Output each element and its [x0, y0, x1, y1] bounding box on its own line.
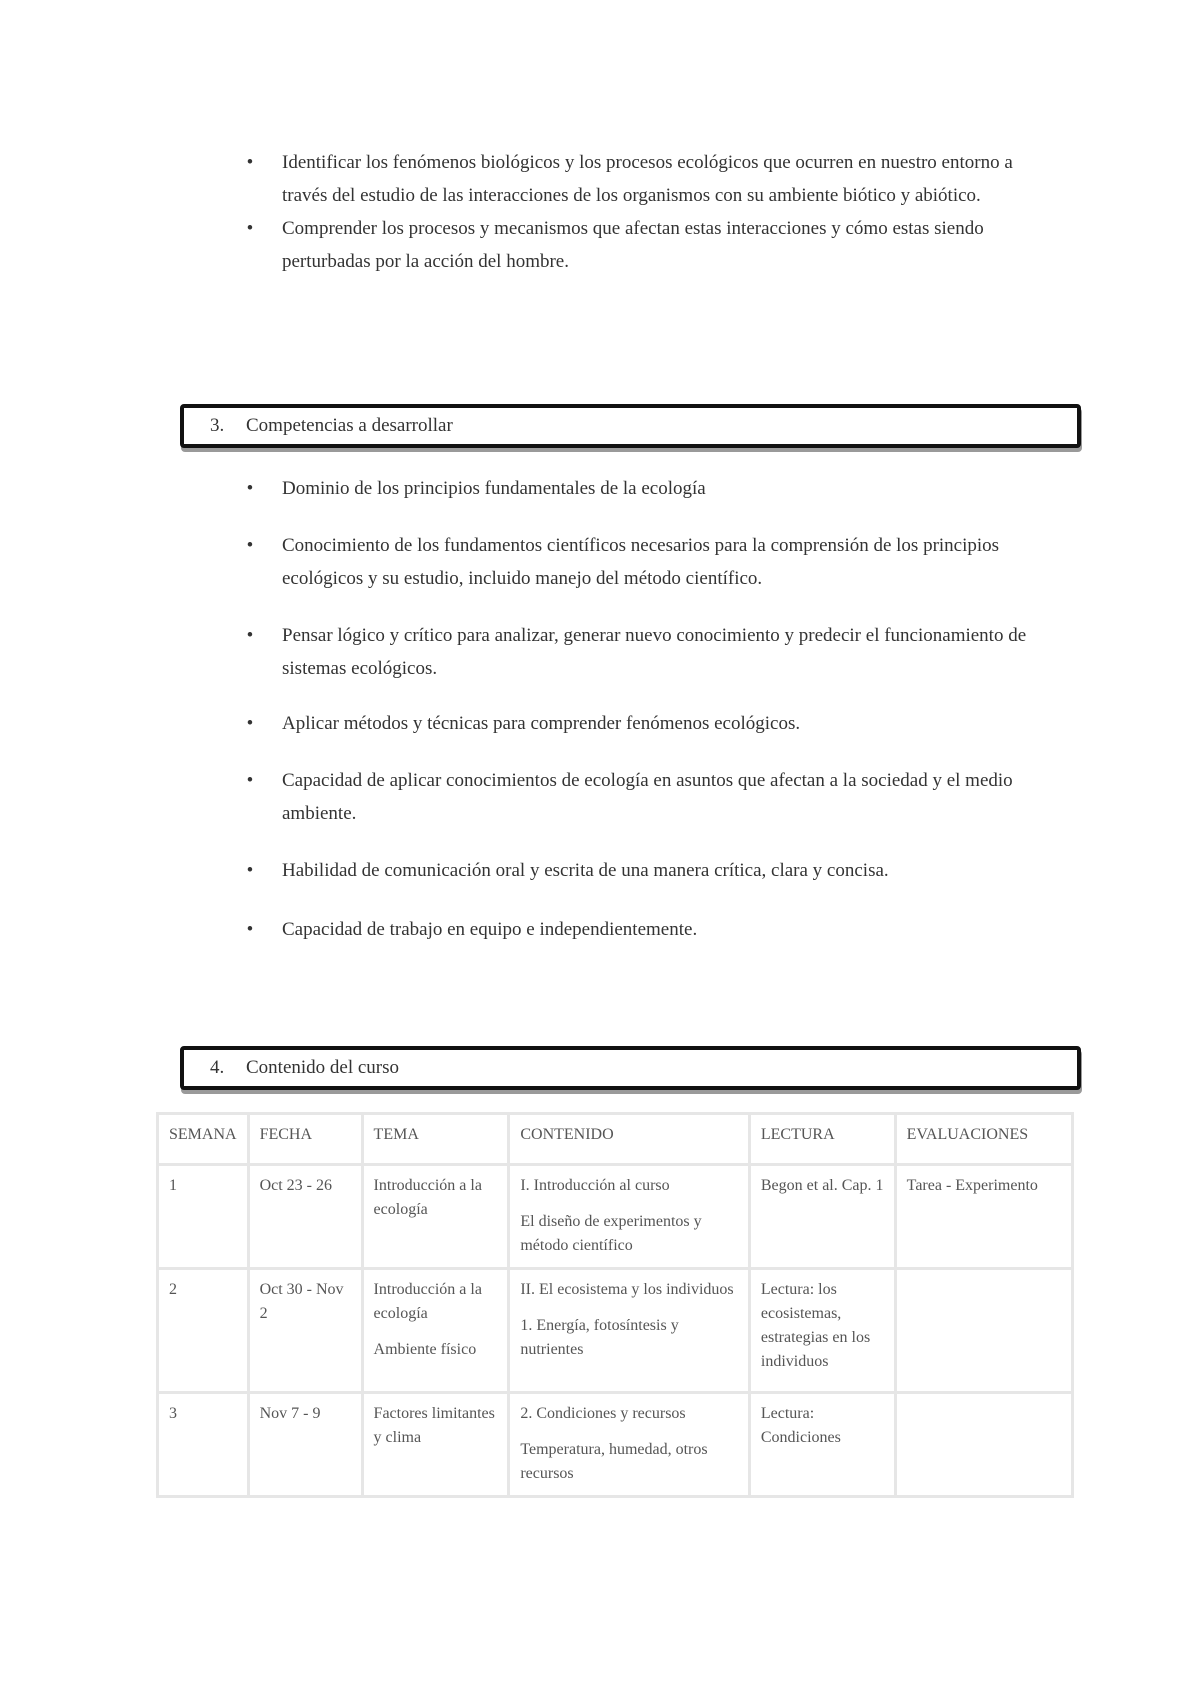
section-number: 4.: [210, 1057, 225, 1078]
bullet-icon: •: [246, 535, 254, 556]
competencia-item: [240, 764, 1030, 830]
competencia-item: [240, 529, 1030, 595]
bullet-icon: •: [246, 218, 254, 239]
competencia-item: [240, 913, 1030, 946]
cell-tema-line: Ambiente físico: [373, 1341, 477, 1358]
cell-semana: 1: [158, 1165, 249, 1269]
cell-evaluaciones: [895, 1269, 1072, 1393]
cell-semana: 2: [158, 1269, 249, 1393]
table-row: [158, 1165, 1073, 1269]
cell-fecha: Oct 30 - Nov 2: [248, 1269, 362, 1393]
cell-tema-line: Introducción a la ecología: [373, 1281, 482, 1322]
competencia-text: Conocimiento de los fundamentos científicos necesarios para la comprensión de los principios ecológicos y su estudio, incluido manejo del método científico.: [282, 535, 1000, 589]
cell-contenido-line: 2. Condiciones y recursos: [520, 1405, 686, 1422]
competencias-list: [240, 472, 1030, 946]
cell-lectura: Lectura: Condiciones: [749, 1393, 895, 1497]
bullet-icon: •: [246, 625, 254, 646]
competencia-text: Pensar lógico y crítico para analizar, generar nuevo conocimiento y predecir el funcionamiento de sistemas ecológicos.: [282, 625, 1027, 679]
column-header-tema: TEMA: [362, 1114, 509, 1165]
cell-contenido-line: El diseño de experimentos y método científico: [520, 1213, 702, 1254]
column-header-lectura: LECTURA: [749, 1114, 895, 1165]
bullet-icon: •: [246, 860, 254, 881]
schedule-table: [156, 1112, 1074, 1498]
cell-contenido-line: 1. Energía, fotosíntesis y nutrientes: [520, 1317, 679, 1358]
cell-contenido-line: Temperatura, humedad, otros recursos: [520, 1441, 708, 1482]
cell-fecha: Oct 23 - 26: [248, 1165, 362, 1269]
cell-evaluaciones: [895, 1393, 1072, 1497]
competencia-text: Aplicar métodos y técnicas para comprender fenómenos ecológicos.: [282, 713, 801, 734]
competencia-item: [240, 619, 1030, 685]
competencia-text: Capacidad de aplicar conocimientos de ecología en asuntos que afectan a la sociedad y el medio ambiente.: [282, 770, 1013, 824]
column-header-evaluaciones: EVALUACIONES: [895, 1114, 1072, 1165]
cell-contenido-line: II. El ecosistema y los individuos: [520, 1281, 734, 1298]
section-title: Contenido del curso: [246, 1057, 400, 1078]
section-header-competencias: [180, 404, 1081, 448]
competencia-item: [240, 854, 1030, 887]
bullet-icon: •: [246, 713, 254, 734]
cell-tema: [362, 1269, 509, 1393]
cell-semana: 3: [158, 1393, 249, 1497]
column-header-semana: SEMANA: [158, 1114, 249, 1165]
table-row: [158, 1269, 1073, 1393]
bullet-icon: •: [246, 478, 254, 499]
cell-tema-line: Factores limitantes y clima: [373, 1405, 495, 1446]
objective-item: [240, 212, 1030, 278]
section-header-contenido: [180, 1046, 1081, 1090]
bullet-icon: •: [246, 919, 254, 940]
competencia-text: Dominio de los principios fundamentales de la ecología: [282, 478, 706, 499]
bullet-icon: •: [246, 770, 254, 791]
column-header-contenido: CONTENIDO: [509, 1114, 750, 1165]
objectives-list: [240, 146, 1030, 278]
competencia-text: Habilidad de comunicación oral y escrita de una manera crítica, clara y concisa.: [282, 860, 889, 881]
section-title: Competencias a desarrollar: [246, 415, 453, 436]
competencia-item: [240, 472, 1030, 505]
table-header-row: [158, 1114, 1073, 1165]
objective-item: [240, 146, 1030, 212]
cell-contenido: [509, 1393, 750, 1497]
objective-text: Identificar los fenómenos biológicos y los procesos ecológicos que ocurren en nuestro entorno a través del estudio de las interacciones de los organismos con su ambiente biótico y abiótico.: [282, 152, 1013, 206]
objective-text: Comprender los procesos y mecanismos que afectan estas interacciones y cómo estas siendo perturbadas por la acción del hombre.: [282, 218, 984, 272]
competencia-item: [240, 707, 1030, 740]
cell-lectura: Lectura: los ecosistemas, estrategias en los individuos: [749, 1269, 895, 1393]
cell-contenido: [509, 1269, 750, 1393]
cell-contenido-line: I. Introducción al curso: [520, 1177, 670, 1194]
cell-fecha: Nov 7 - 9: [248, 1393, 362, 1497]
table-row: [158, 1393, 1073, 1497]
column-header-fecha: FECHA: [248, 1114, 362, 1165]
section-number: 3.: [210, 415, 225, 436]
cell-tema: [362, 1393, 509, 1497]
cell-lectura: Begon et al. Cap. 1: [749, 1165, 895, 1269]
competencia-text: Capacidad de trabajo en equipo e independientemente.: [282, 919, 698, 940]
cell-evaluaciones: Tarea - Experimento: [895, 1165, 1072, 1269]
cell-contenido: [509, 1165, 750, 1269]
bullet-icon: •: [246, 152, 254, 173]
cell-tema: [362, 1165, 509, 1269]
cell-tema-line: Introducción a la ecología: [373, 1177, 482, 1218]
